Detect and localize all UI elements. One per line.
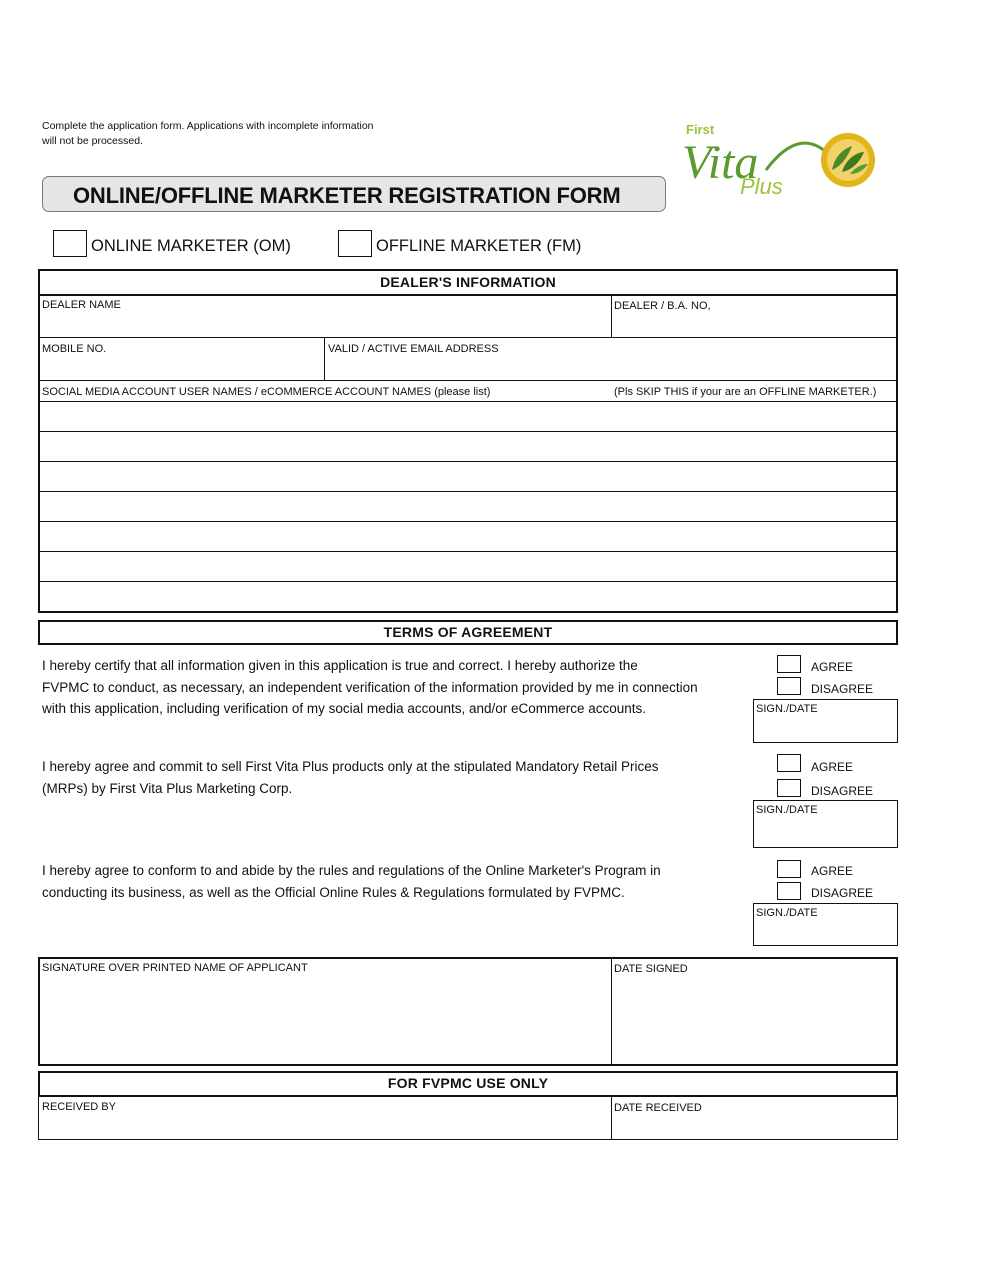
leaf-emblem-icon — [821, 133, 875, 187]
dealer-info-header: DEALER'S INFORMATION — [38, 269, 898, 296]
divider — [611, 1095, 612, 1140]
clause-3-agree-checkbox[interactable] — [777, 860, 801, 878]
clause-3-line: I hereby agree to conform to and abide by the rules and regulations of the Online Marketer's Program in — [42, 863, 661, 878]
terms-clause-1 — [42, 655, 742, 720]
dealer-name-label: DEALER NAME — [42, 299, 121, 311]
agree-label: AGREE — [811, 660, 854, 674]
divider — [324, 337, 325, 380]
date-received-field[interactable] — [614, 1116, 894, 1136]
logo-plus-text: Plus — [740, 174, 783, 199]
form-title-box — [42, 176, 666, 212]
online-marketer-label: ONLINE MARKETER (OM) — [91, 237, 291, 255]
terms-header: TERMS OF AGREEMENT — [38, 620, 898, 645]
social-media-label: SOCIAL MEDIA ACCOUNT USER NAMES / eCOMMERCE ACCOUNT NAMES (please list) — [42, 386, 491, 398]
form-title: ONLINE/OFFLINE MARKETER REGISTRATION FORM — [73, 183, 621, 208]
dealer-name-field[interactable] — [42, 313, 607, 335]
sign-date-label: SIGN./DATE — [756, 804, 818, 816]
email-field[interactable] — [328, 357, 893, 379]
divider — [38, 337, 898, 338]
social-media-row[interactable] — [40, 553, 896, 579]
clause-2-line: (MRPs) by First Vita Plus Marketing Corp. — [42, 780, 293, 796]
divider — [611, 957, 612, 1066]
date-received-label: DATE RECEIVED — [614, 1102, 702, 1114]
social-media-row[interactable] — [40, 493, 896, 521]
sign-date-label: SIGN./DATE — [756, 703, 818, 715]
disagree-label: DISAGREE — [811, 784, 874, 798]
dealer-ba-no-field[interactable] — [614, 315, 894, 337]
online-marketer-checkbox[interactable] — [53, 230, 87, 257]
received-by-label: RECEIVED BY — [42, 1101, 116, 1113]
received-by-field[interactable] — [42, 1116, 607, 1136]
office-use-header: FOR FVPMC USE ONLY — [38, 1071, 898, 1097]
logo-vita-text: Vita — [682, 136, 759, 189]
agree-label: AGREE — [811, 760, 854, 774]
social-media-row[interactable] — [40, 583, 896, 610]
mobile-no-field[interactable] — [42, 357, 320, 379]
sign-date-label: SIGN./DATE — [756, 907, 818, 919]
first-vita-plus-logo — [680, 118, 880, 200]
offline-marketer-label: OFFLINE MARKETER (FM) — [376, 237, 582, 255]
intro-note — [42, 119, 422, 149]
clause-1-sign-date-box[interactable] — [753, 699, 898, 743]
date-signed-label: DATE SIGNED — [614, 963, 688, 975]
divider — [611, 295, 612, 338]
mobile-no-label: MOBILE NO. — [42, 343, 107, 355]
intro-line-1: Complete the application form. Applications with incomplete information — [42, 120, 374, 132]
clause-1-line: I hereby certify that all information given in this application is true and correct. I hereby authorize the — [42, 658, 638, 673]
date-signed-field[interactable] — [614, 980, 894, 1062]
clause-1-disagree-checkbox[interactable] — [777, 677, 801, 695]
dealer-ba-no-label: DEALER / B.A. NO, — [614, 300, 711, 312]
signature-field[interactable] — [42, 980, 607, 1062]
social-media-row[interactable] — [40, 403, 896, 431]
clause-1-agree-checkbox[interactable] — [777, 655, 801, 673]
agree-label: AGREE — [811, 864, 854, 878]
skip-note: (Pls SKIP THIS if your are an OFFLINE MARKETER.) — [614, 386, 877, 398]
divider — [38, 380, 898, 381]
terms-clause-3 — [42, 860, 742, 903]
clause-2-agree-checkbox[interactable] — [777, 754, 801, 772]
clause-2-line: I hereby agree and commit to sell First Vita Plus products only at the stipulated Mandatory Retail Prices — [42, 759, 659, 774]
clause-1-line: with this application, including verification of my social media accounts, and/or eCommerce accounts. — [42, 701, 647, 716]
clause-3-sign-date-box[interactable] — [753, 903, 898, 946]
intro-line-2: will not be processed. — [42, 135, 143, 147]
disagree-label: DISAGREE — [811, 682, 874, 696]
clause-3-disagree-checkbox[interactable] — [777, 882, 801, 900]
logo-first-text: First — [686, 122, 715, 137]
clause-3-line: conducting its business, as well as the Official Online Rules & Regulations formulated by FVPMC. — [42, 884, 625, 900]
clause-1-line: FVPMC to conduct, as necessary, an independent verification of the information provided by me in connection — [42, 679, 698, 695]
clause-2-disagree-checkbox[interactable] — [777, 779, 801, 797]
signature-printed-name-label: SIGNATURE OVER PRINTED NAME OF APPLICANT — [42, 962, 308, 974]
social-media-row[interactable] — [40, 463, 896, 491]
social-media-row[interactable] — [40, 433, 896, 461]
offline-marketer-checkbox[interactable] — [338, 230, 372, 257]
social-media-row[interactable] — [40, 523, 896, 551]
email-label: VALID / ACTIVE EMAIL ADDRESS — [328, 343, 499, 355]
terms-clause-2 — [42, 756, 742, 799]
clause-2-sign-date-box[interactable] — [753, 800, 898, 848]
disagree-label: DISAGREE — [811, 886, 874, 900]
